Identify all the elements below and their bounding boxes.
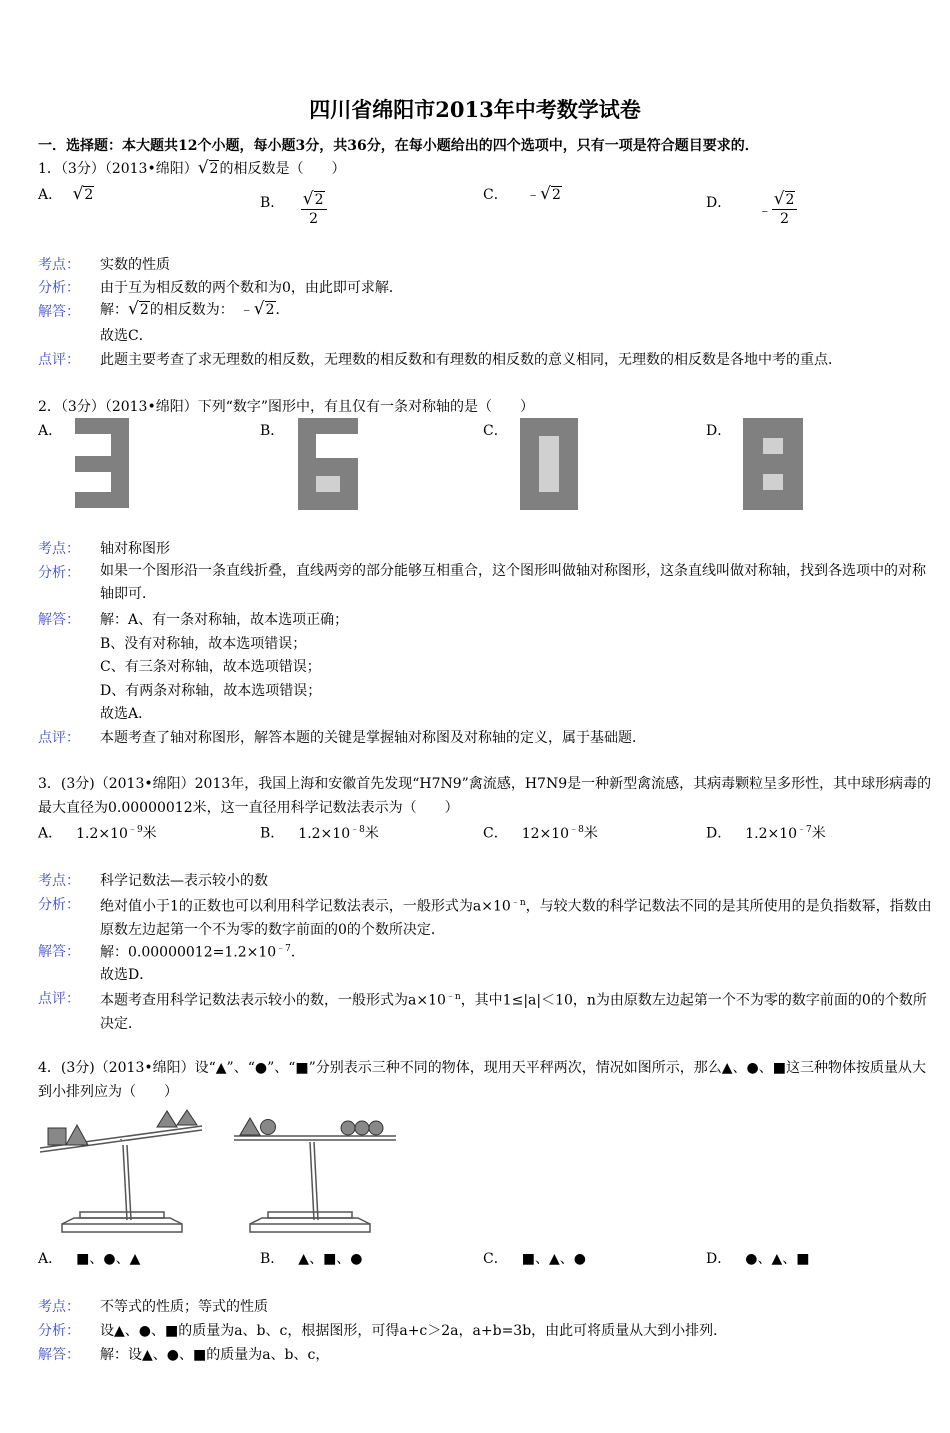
option-letter: A． bbox=[38, 187, 63, 203]
q1-stem-suffix: 的相反数是（ ） bbox=[219, 161, 346, 177]
q1-option-a[interactable] bbox=[38, 184, 94, 204]
balance-scale-1 bbox=[36, 1108, 206, 1240]
q2-dianping: 本题考查了轴对称图形，解答本题的关键是掌握轴对称图及对称轴的定义，属于基础题． bbox=[100, 730, 646, 746]
fraction: $\frac{√2}{2}$ bbox=[301, 190, 327, 228]
q4-option-b[interactable]: B． ▲、■、● bbox=[260, 1251, 363, 1267]
q2-kaodian: 轴对称图形 bbox=[100, 541, 170, 557]
q4-kaodian-label: 考点： bbox=[38, 1299, 80, 1315]
q2-fenxi: 如果一个图形沿一条直线折叠，直线两旁的部分能够互相重合，这个图形叫做轴对称图形，这条直线叫做对称轴，找到各选项中的对称轴即可． bbox=[100, 563, 926, 602]
digit-6-figure[interactable] bbox=[298, 418, 358, 510]
q1-jieda-2: 故选C． bbox=[100, 328, 153, 344]
q4-option-a[interactable]: A． ■、●、▲ bbox=[38, 1251, 141, 1267]
q1-stem-prefix: 1．（3分）（2013•绵阳） bbox=[38, 161, 198, 177]
q2-option-a-letter: A． bbox=[38, 423, 63, 439]
q3-option-a[interactable]: A． $1.2\times 10^{﹣9}$米 bbox=[38, 825, 157, 842]
q1-dianping: 此题主要考查了求无理数的相反数，无理数的相反数和有理数的相反数的意义相同，无理数的相反数是各地中考的重点． bbox=[100, 352, 842, 368]
q2-jieda-line: D、有两条对称轴，故本选项错误； bbox=[100, 683, 322, 699]
q1-fenxi-label: 分析： bbox=[38, 280, 80, 296]
q3-kaodian-label: 考点： bbox=[38, 873, 80, 889]
q1-option-d[interactable] bbox=[706, 184, 797, 227]
q2-jieda-label: 解答： bbox=[38, 612, 80, 628]
q4-kaodian: 不等式的性质；等式的性质 bbox=[100, 1299, 268, 1315]
digit-3-figure[interactable] bbox=[75, 418, 131, 508]
digit-8-figure[interactable] bbox=[743, 418, 803, 510]
sqrt-expression: √2 bbox=[540, 184, 561, 204]
q1-jieda-label: 解答： bbox=[38, 304, 80, 320]
option-letter: D． bbox=[706, 195, 732, 211]
q3-dianping: 本题考查用科学记数法表示较小的数，一般形式为$a\times 10^{﹣n}$，其中1≤|a|＜10，n为由原数左边起第一个不为零的数字前面的0的个数所决定． bbox=[100, 992, 927, 1032]
sqrt-expression: √2 bbox=[72, 184, 94, 204]
q1-fenxi: 由于互为相反数的两个数和为0，由此即可求解． bbox=[100, 280, 403, 296]
q2-kaodian-label: 考点： bbox=[38, 541, 80, 557]
q3-dianping-label: 点评： bbox=[38, 991, 80, 1007]
q3-jieda-label: 解答： bbox=[38, 944, 80, 960]
q3-fenxi: 绝对值小于1的正数也可以利用科学记数法表示，一般形式为$a\times 10^{﹣n}$，与较大数的科学记数法不同的是其所使用的是负指数幂，指数由原数左边起第一个不为零的数字前面的0的个数所决定． bbox=[100, 898, 932, 938]
fraction: $\frac{√2}{2}$ bbox=[772, 190, 798, 228]
q3-option-b[interactable]: B． $1.2\times 10^{﹣8}$米 bbox=[260, 825, 379, 842]
q1-jieda: 解：√2的相反数为： ﹣√2． bbox=[100, 299, 290, 319]
minus-sign: ﹣ bbox=[757, 203, 772, 219]
q2-option-c-letter: C． bbox=[483, 423, 508, 439]
q1-kaodian: 实数的性质 bbox=[100, 257, 170, 273]
q2-jieda-line: C、有三条对称轴，故本选项错误； bbox=[100, 659, 321, 675]
q1-kaodian-label: 考点： bbox=[38, 257, 80, 273]
q2-jieda-line: B、没有对称轴，故本选项错误； bbox=[100, 636, 307, 652]
q1-sqrt: √2 bbox=[197, 158, 219, 178]
minus-sign: ﹣ bbox=[526, 187, 541, 203]
section-heading: 一．选择题：本大题共12个小题，每小题3分，共36分，在每小题给出的四个选项中，只有一项是符合题目要求的． bbox=[38, 138, 759, 154]
q4-fenxi: 设▲、●、■的质量为a、b、c，根据图形，可得a+c＞2a，a+b=3b，由此可将质量从大到小排列． bbox=[100, 1323, 728, 1339]
q3-jieda: 解：$0.00000012=1.2\times 10^{﹣7}$． bbox=[100, 944, 305, 961]
option-letter: C． bbox=[483, 187, 508, 203]
q3-jieda-2: 故选D． bbox=[100, 967, 154, 983]
q3-kaodian: 科学记数法—表示较小的数 bbox=[100, 873, 268, 889]
q2-fenxi-label: 分析： bbox=[38, 565, 80, 581]
balance-scale-2 bbox=[230, 1108, 400, 1240]
q2-dianping-label: 点评： bbox=[38, 730, 80, 746]
q2-option-b-letter: B． bbox=[260, 423, 285, 439]
q4-option-d[interactable]: D． ●、▲、■ bbox=[706, 1251, 810, 1267]
digit-0-figure[interactable] bbox=[520, 418, 578, 510]
q4-option-c[interactable]: C． ■、▲、● bbox=[483, 1251, 586, 1267]
q4-jieda: 解：设▲、●、■的质量为a、b、c， bbox=[100, 1347, 330, 1363]
q2-stem: 2．（3分）（2013•绵阳）下列“数字”图形中，有且仅有一条对称轴的是（ ） bbox=[38, 399, 535, 415]
q2-jieda-line: 故选A． bbox=[100, 706, 153, 722]
q3-fenxi-label: 分析： bbox=[38, 897, 80, 913]
q1-option-c[interactable] bbox=[483, 184, 562, 204]
q3-option-c[interactable]: C． $12\times 10^{﹣8}$米 bbox=[483, 825, 598, 842]
q4-jieda-label: 解答： bbox=[38, 1347, 80, 1363]
q3-stem: 3．(3分)（2013•绵阳）2013年，我国上海和安徽首先发现“H7N9”禽流感，H7N9是一种新型禽流感，其病毒颗粒呈多形性，其中球形病毒的最大直径为0.00000012米，这一直径用科学记数法表示为（ ） bbox=[38, 776, 932, 816]
q1-option-b[interactable] bbox=[260, 184, 327, 227]
q2-jieda-line: 解：A、有一条对称轴，故本选项正确； bbox=[100, 612, 349, 628]
q1-stem bbox=[38, 158, 345, 178]
q4-stem: 4．(3分)（2013•绵阳）设“▲”、“●”、“■”分别表示三种不同的物体，现用天平秤两次，情况如图所示，那么▲、●、■这三种物体按质量从大到小排列应为（ ） bbox=[38, 1060, 926, 1100]
page-title: 四川省绵阳市2013年中考数学试卷 bbox=[309, 97, 641, 122]
q4-fenxi-label: 分析： bbox=[38, 1323, 80, 1339]
option-letter: B． bbox=[260, 195, 285, 211]
q3-option-d[interactable]: D． $1.2\times 10^{﹣7}$米 bbox=[706, 825, 826, 842]
q2-option-d-letter: D． bbox=[706, 423, 732, 439]
q1-dianping-label: 点评： bbox=[38, 352, 80, 368]
